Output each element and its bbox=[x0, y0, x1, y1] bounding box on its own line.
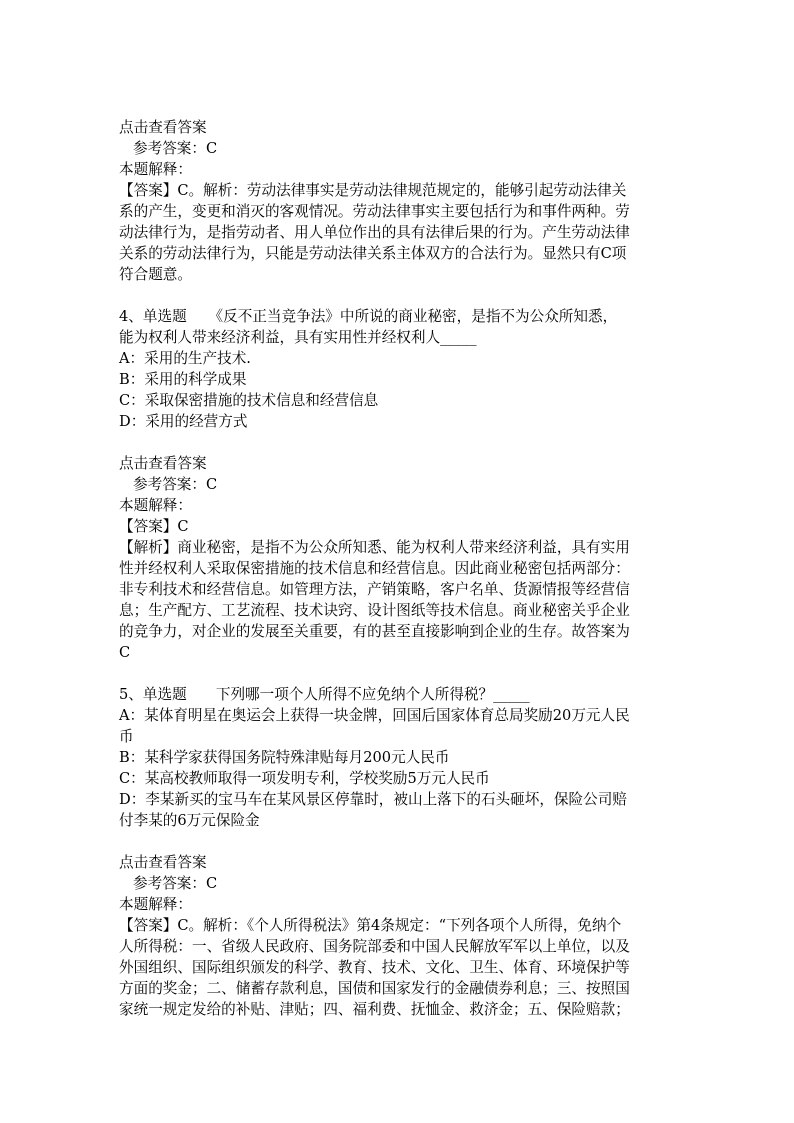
show-answer-link[interactable]: 点击查看答案 bbox=[119, 455, 207, 472]
question-text: 5、单选题 下列哪一项个人所得不应免纳个人所得税？_____ bbox=[119, 686, 530, 703]
option-c: C：某高校教师取得一项发明专利，学校奖励5万元人民币 bbox=[119, 770, 490, 787]
explanation-line: 动法律行为，是指劳动者、用人单位作出的具有法律后果的行为。产生劳动法律 bbox=[119, 224, 630, 241]
question-text: 4、单选题 《反不正当竞争法》中所说的商业秘密，是指不为公众所知悉， bbox=[119, 308, 618, 325]
explanation-line: C bbox=[119, 644, 131, 661]
document-content bbox=[119, 117, 689, 1020]
explanation-line: 非专利技术和经营信息。如管理方法，产销策略，客户名单、货源情报等经营信 bbox=[119, 581, 630, 598]
show-answer-link[interactable]: 点击查看答案 bbox=[119, 119, 207, 136]
explanation-line: 息；生产配方、工艺流程、技术诀窍、设计图纸等技术信息。商业秘密关乎企业 bbox=[119, 602, 630, 619]
explanation-line: 【答案】C。解析：劳动法律事实是劳动法律规范规定的，能够引起劳动法律关 bbox=[119, 182, 627, 199]
question-block-q4 bbox=[119, 306, 689, 663]
option-b: B：某科学家获得国务院特殊津贴每月200元人民币 bbox=[119, 749, 450, 766]
explanation-line: 人所得税：一、省级人民政府、国务院部委和中国人民解放军军以上单位，以及 bbox=[119, 938, 630, 955]
explanation-label: 本题解释： bbox=[119, 896, 192, 913]
question-text: 能为权利人带来经济利益，具有实用性并经权利人_____ bbox=[119, 329, 477, 346]
explanation-label: 本题解释： bbox=[119, 161, 192, 178]
spacer bbox=[119, 831, 689, 852]
spacer bbox=[119, 432, 689, 453]
question-block-q5 bbox=[119, 684, 689, 1020]
show-answer-link[interactable]: 点击查看答案 bbox=[119, 854, 207, 871]
explanation-line: 符合题意。 bbox=[119, 266, 192, 283]
answer-block-q3 bbox=[119, 117, 689, 285]
explanation-line: 【解析】商业秘密，是指不为公众所知悉、能为权利人带来经济利益，具有实用 bbox=[119, 539, 630, 556]
option-c: C：采取保密措施的技术信息和经营信息 bbox=[119, 392, 379, 409]
explanation-line: 的竞争力，对企业的发展至关重要，有的甚至直接影响到企业的生存。故答案为 bbox=[119, 623, 630, 640]
reference-answer: 参考答案：C bbox=[133, 476, 218, 493]
spacer bbox=[119, 663, 689, 684]
explanation-line: 【答案】C。解析：《个人所得税法》第4条规定：“下列各项个人所得，免纳个 bbox=[119, 917, 622, 934]
option-d-continued: 付李某的6万元保险金 bbox=[119, 812, 260, 829]
explanation-line: 性并经权利人采取保密措施的技术信息和经营信息。因此商业秘密包括两部分： bbox=[119, 560, 630, 577]
reference-answer: 参考答案：C bbox=[133, 140, 218, 157]
reference-answer: 参考答案：C bbox=[133, 875, 218, 892]
explanation-line: 关系的劳动法律行为，只能是劳动法律关系主体双方的合法行为。显然只有C项 bbox=[119, 245, 627, 262]
option-a: A：采用的生产技术. bbox=[119, 350, 251, 367]
explanation-label: 本题解释： bbox=[119, 497, 192, 514]
explanation-line: 外国组织、国际组织颁发的科学、教育、技术、文化、卫生、体育、环境保护等 bbox=[119, 959, 630, 976]
option-b: B：采用的科学成果 bbox=[119, 371, 247, 388]
option-a: A：某体育明星在奥运会上获得一块金牌，回国后国家体育总局奖励20万元人民 bbox=[119, 707, 630, 724]
explanation-line: 方面的奖金；二、储蓄存款利息，国债和国家发行的金融债券利息；三、按照国 bbox=[119, 980, 630, 997]
explanation-line: 系的产生，变更和消灭的客观情况。劳动法律事实主要包括行为和事件两种。劳 bbox=[119, 203, 630, 220]
option-d: D：李某新买的宝马车在某风景区停靠时，被山上落下的石头砸坏，保险公司赔 bbox=[119, 791, 627, 808]
explanation-line: 【答案】C bbox=[119, 518, 189, 535]
explanation-line: 家统一规定发给的补贴、津贴；四、福利费、抚恤金、救济金；五、保险赔款； bbox=[119, 1001, 630, 1018]
option-d: D：采用的经营方式 bbox=[119, 413, 248, 430]
option-a-continued: 币 bbox=[119, 728, 134, 745]
spacer bbox=[119, 285, 689, 306]
